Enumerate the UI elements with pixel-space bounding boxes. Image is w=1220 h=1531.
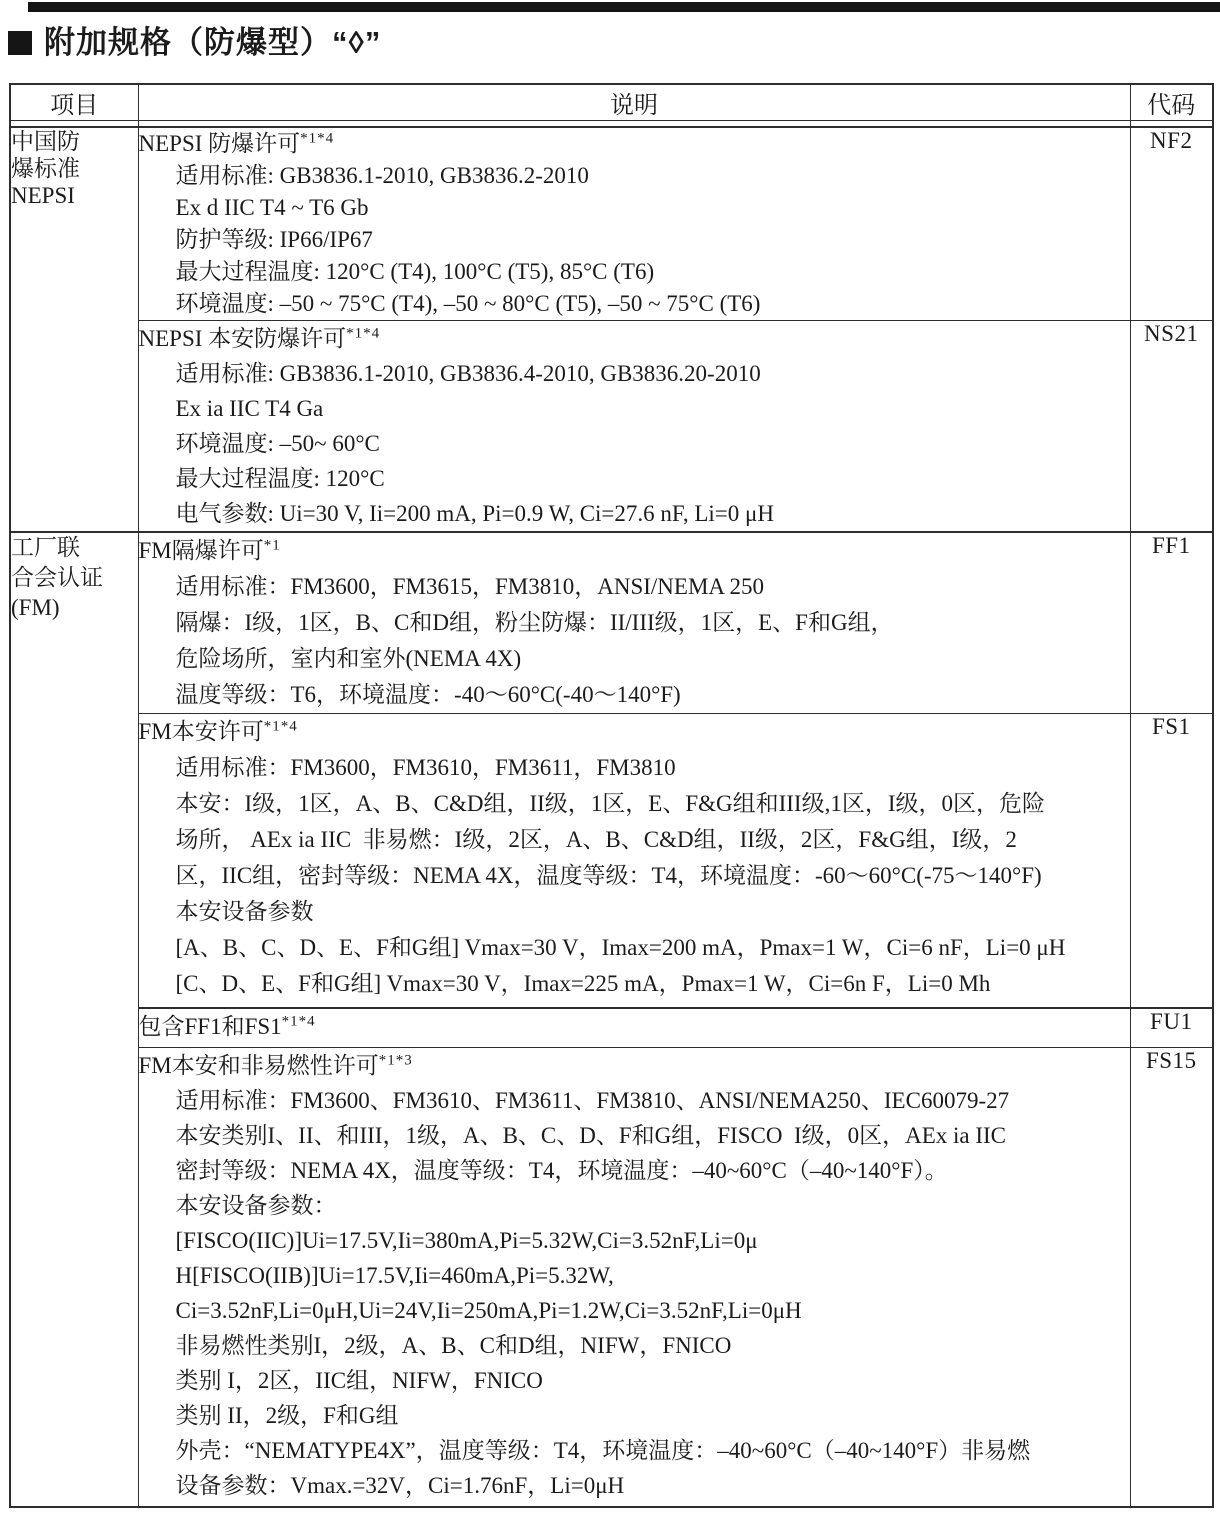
desc-title-line <box>139 1009 1130 1045</box>
desc-line: 环境温度: –50~ 60°C <box>175 430 380 456</box>
desc-line: Ci=3.52nF,Li=0μH,Ui=24V,Ii=250mA,Pi=1.2W,Ci=3.52nF,Li=0μH <box>175 1297 802 1323</box>
code-cell: FF1 <box>1130 532 1213 714</box>
desc-title: NEPSI 本安防爆许可 <box>138 325 347 351</box>
footnote-marker: *1*3 <box>378 1051 413 1068</box>
spec-table <box>9 83 1214 1508</box>
footnote-marker: *1*4 <box>346 324 381 341</box>
desc-line: 适用标准：FM3600，FM3615，FM3810，ANSI/NEMA 250 <box>175 573 764 599</box>
desc-title-line <box>139 714 1130 750</box>
desc-line: 适用标准：FM3600、FM3610、FM3611、FM3810、ANSI/NEMA250、IEC60079-27 <box>175 1087 1010 1113</box>
footnote-marker: *1*4 <box>281 1013 316 1030</box>
desc-line: 密封等级：NEMA 4X，温度等级：T4，环境温度：–40~60°C（–40~140°F）。 <box>175 1157 948 1183</box>
desc-title-line <box>139 321 1130 356</box>
desc-title: 包含FF1和FS1 <box>138 1014 282 1039</box>
page-top-rule <box>28 2 1220 12</box>
desc-line: 最大过程温度: 120°C (T4), 100°C (T5), 85°C (T6) <box>175 258 655 284</box>
desc-line: 适用标准: GB3836.1-2010, GB3836.4-2010, GB3836.20-2010 <box>175 360 761 386</box>
table-row <box>10 1008 1213 1047</box>
desc-line: 非易燃性类别I，2级，A、B、C和D组，NIFW，FNICO <box>175 1332 732 1358</box>
item-label-line: 工厂联 <box>11 534 80 560</box>
table-row <box>10 532 1213 714</box>
desc-cell <box>138 1047 1130 1507</box>
section-heading <box>8 26 381 60</box>
column-header-code: 代码 <box>1130 84 1213 121</box>
item-label-line: 中国防 <box>11 128 80 154</box>
desc-line: 适用标准: GB3836.1-2010, GB3836.2-2010 <box>175 162 589 188</box>
item-label-line: (FM) <box>11 594 60 620</box>
code-cell: FS1 <box>1130 713 1213 1008</box>
desc-title: NEPSI 防爆许可 <box>138 130 301 156</box>
item-cell-fm <box>10 532 138 1508</box>
desc-line: 适用标准：FM3600，FM3610，FM3611，FM3810 <box>175 754 676 780</box>
desc-line: 场所， AEx ia IIC 非易燃：I级，2区，A、B、C&D组，II级，2区，F&G组，I级，2 <box>175 826 1017 852</box>
table-row <box>10 127 1213 321</box>
desc-line: [C、D、E、F和G组] Vmax=30 V，Imax=225 mA，Pmax=1 W，Ci=6n F，Li=0 Mh <box>175 970 991 996</box>
item-label-line: 合会认证 <box>11 564 103 590</box>
desc-title: FM隔爆许可 <box>138 537 264 563</box>
desc-line: [A、B、C、D、E、F和G组] Vmax=30 V，Imax=200 mA，Pmax=1 W，Ci=6 nF，Li=0 μH <box>175 934 1066 960</box>
desc-cell <box>138 127 1130 321</box>
desc-line: 设备参数：Vmax.=32V，Ci=1.76nF，Li=0μH <box>175 1472 625 1498</box>
desc-line: Ex ia IIC T4 Ga <box>175 395 324 421</box>
desc-line: 隔爆：I级，1区，B、C和D组，粉尘防爆：II/III级，1区，E、F和G组， <box>175 609 894 635</box>
item-label-line: NEPSI <box>11 182 75 208</box>
code-cell: NF2 <box>1130 127 1213 321</box>
table-row <box>10 1047 1213 1507</box>
footnote-marker: *1*4 <box>263 717 298 734</box>
desc-line: 最大过程温度: 120°C <box>175 465 385 491</box>
desc-line: 防护等级: IP66/IP67 <box>175 226 373 252</box>
footnote-marker: *1 <box>263 536 281 553</box>
code-cell: NS21 <box>1130 320 1213 532</box>
desc-line: Ex d IIC T4 ~ T6 Gb <box>175 194 369 220</box>
desc-line: [FISCO(IIC)]Ui=17.5V,Ii=380mA,Pi=5.32W,Ci=3.52nF,Li=0μ <box>175 1227 758 1253</box>
code-cell: FS15 <box>1130 1047 1213 1507</box>
desc-line: 类别 I，2区，IIC组，NIFW，FNICO <box>175 1367 543 1393</box>
desc-line: 危险场所，室内和室外(NEMA 4X) <box>175 645 522 671</box>
desc-title: FM本安许可 <box>138 718 264 744</box>
item-cell-nepsi <box>10 127 138 532</box>
column-header-item: 项目 <box>10 84 138 121</box>
desc-cell <box>138 320 1130 532</box>
page-title: 附加规格（防爆型）“◊” <box>44 25 382 60</box>
header-row <box>10 84 1213 121</box>
desc-line: 本安设备参数 <box>175 898 314 924</box>
desc-cell <box>138 532 1130 714</box>
desc-line: 本安类别I、II、和III，1级，A、B、C、D、F和G组，FISCO I级，0区，AEx ia IIC <box>175 1122 1007 1148</box>
desc-cell <box>138 1008 1130 1047</box>
desc-line: 外壳：“NEMATYPE4X”，温度等级：T4，环境温度：–40~60°C（–40~140°F）非易燃 <box>175 1437 1031 1463</box>
desc-line: H[FISCO(IIB)]Ui=17.5V,Ii=460mA,Pi=5.32W, <box>175 1262 614 1288</box>
desc-title-line <box>139 533 1130 569</box>
desc-line: 区，IIC组，密封等级：NEMA 4X，温度等级：T4，环境温度：-60～60°C(-75～140°F) <box>175 862 1042 888</box>
column-header-description: 说明 <box>138 84 1130 121</box>
desc-title: FM本安和非易燃性许可 <box>138 1052 379 1078</box>
desc-line: 本安：I级，1区，A、B、C&D组，II级，1区，E、F&G组和III级,1区，I级，0区，危险 <box>175 790 1045 816</box>
desc-line: 本安设备参数： <box>175 1192 337 1218</box>
code-cell: FU1 <box>1130 1008 1213 1047</box>
footnote-marker: *1*4 <box>300 129 335 146</box>
desc-cell <box>138 713 1130 1008</box>
desc-line: 温度等级：T6，环境温度：-40～60°C(-40～140°F) <box>175 681 681 707</box>
desc-line: 电气参数: Ui=30 V, Ii=200 mA, Pi=0.9 W, Ci=27.6 nF, Li=0 μH <box>175 500 774 526</box>
square-bullet-icon <box>8 31 32 55</box>
item-label-line: 爆标准 <box>11 155 80 181</box>
desc-title-line <box>139 1048 1130 1083</box>
table-row <box>10 320 1213 532</box>
table-row <box>10 713 1213 1008</box>
desc-line: 环境温度: –50 ~ 75°C (T4), –50 ~ 80°C (T5), –50 ~ 75°C (T6) <box>175 290 761 316</box>
desc-line: 类别 II，2级，F和G组 <box>175 1402 399 1428</box>
desc-title-line <box>139 128 1130 160</box>
